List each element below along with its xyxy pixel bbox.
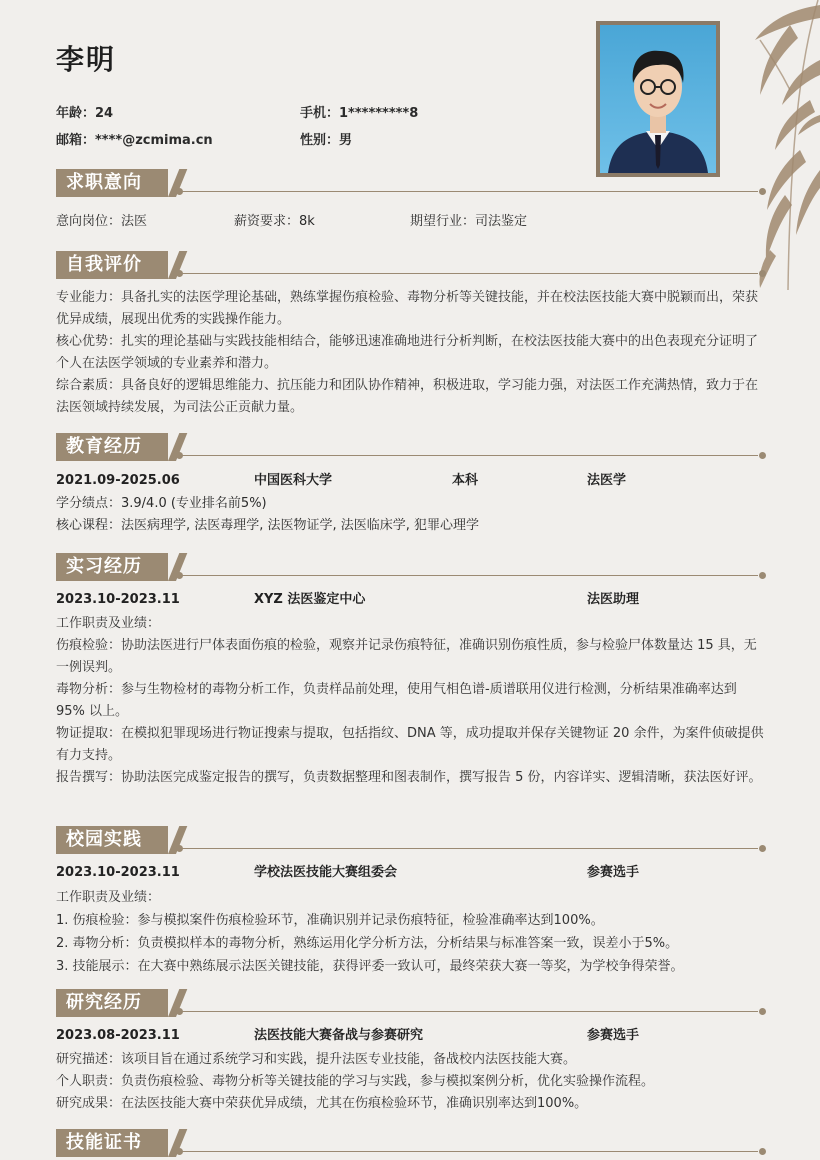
research-item: 研究描述：该项目旨在通过系统学习和实践，提升法医专业技能，备战校内法医技能大赛。	[56, 1052, 577, 1067]
research-item: 个人职责：负责伤痕检验、毒物分析等关键技能的学习与实践，参与模拟案例分析，优化实验操作流程。	[56, 1074, 655, 1089]
section-job-intent	[56, 169, 766, 197]
section-title: 校园实践	[56, 826, 168, 854]
campus-item: 1. 伤痕检验：参与模拟案件伤痕检验环节，准确识别并记录伤痕特征，检验准确率达到100%。	[56, 913, 604, 928]
intern-item: 报告撰写：协助法医完成鉴定报告的撰写，负责数据整理和图表制作，撰写报告 5 份，内容详实、逻辑清晰，获法医好评。	[56, 770, 762, 785]
campus-item: 3. 技能展示：在大赛中熟练展示法医关键技能，获得评委一致认可，最终荣获大赛一等奖，为学校争得荣誉。	[56, 959, 684, 974]
intern-item: 物证提取：在模拟犯罪现场进行物证搜索与提取，包括指纹、DNA 等，成功提取并保存关键物证 20 余件，为案件侦破提供有力支持。	[56, 726, 764, 763]
research-role: 参赛选手	[587, 1028, 640, 1043]
intent-salary: 薪资要求：8k	[234, 214, 315, 229]
edu-period: 2021.09-2025.06	[56, 473, 180, 488]
section-skills	[56, 1129, 766, 1157]
section-internship	[56, 553, 766, 581]
research-period: 2023.08-2023.11	[56, 1028, 180, 1043]
campus-details	[56, 886, 768, 978]
age-field: 年龄：24	[56, 106, 114, 121]
self-eval-item: 核心优势：扎实的理论基础与实践技能相结合，能够迅速准确地进行分析判断，在校法医技能大赛中的出色表现充分证明了个人在法医学领域的专业素养和潜力。	[56, 334, 759, 371]
edu-major: 法医学	[587, 473, 627, 488]
intern-item: 毒物分析：参与生物检材的毒物分析工作，负责样品前处理，使用气相色谱-质谱联用仪进行检测，分析结果准确率达到 95% 以上。	[56, 682, 737, 719]
intern-intro: 工作职责及业绩：	[56, 616, 161, 631]
intent-industry: 期望行业：司法鉴定	[410, 214, 528, 229]
section-research	[56, 989, 766, 1017]
campus-intro: 工作职责及业绩：	[56, 890, 161, 905]
self-evaluation-text	[56, 287, 768, 419]
section-title: 自我评价	[56, 251, 168, 279]
campus-role: 参赛选手	[587, 865, 640, 880]
edu-courses: 核心课程：法医病理学, 法医毒理学, 法医物证学, 法医临床学, 犯罪心理学	[56, 518, 480, 533]
intern-period: 2023.10-2023.11	[56, 592, 180, 607]
research-project: 法医技能大赛备战与参赛研究	[254, 1028, 424, 1043]
research-item: 研究成果：在法医技能大赛中荣获优异成绩，尤其在伤痕检验环节，准确识别率达到100%。	[56, 1096, 588, 1111]
section-title: 教育经历	[56, 433, 168, 461]
section-education	[56, 433, 766, 461]
candidate-name: 李明	[56, 43, 117, 76]
edu-school: 中国医科大学	[254, 473, 333, 488]
campus-period: 2023.10-2023.11	[56, 865, 180, 880]
self-eval-item: 专业能力：具备扎实的法医学理论基础，熟练掌握伤痕检验、毒物分析等关键技能，并在校法医技能大赛中脱颖而出，荣获优异成绩，展现出优秀的实践操作能力。	[56, 290, 759, 327]
intent-position: 意向岗位：法医	[56, 214, 148, 229]
section-title: 求职意向	[56, 169, 168, 197]
section-title: 研究经历	[56, 989, 168, 1017]
section-campus-practice	[56, 826, 766, 854]
email-field: 邮箱：****@zcmima.cn	[56, 133, 213, 148]
section-self-evaluation	[56, 251, 766, 279]
portrait-avatar-icon	[600, 25, 716, 173]
section-title: 技能证书	[56, 1129, 168, 1157]
intern-org: XYZ 法医鉴定中心	[254, 592, 366, 607]
self-eval-item: 综合素质：具备良好的逻辑思维能力、抗压能力和团队协作精神，积极进取，学习能力强，对法医工作充满热情，致力于在法医领域持续发展，为司法公正贡献力量。	[56, 378, 759, 415]
intern-role: 法医助理	[587, 592, 640, 607]
research-details	[56, 1049, 768, 1115]
section-title: 实习经历	[56, 553, 168, 581]
edu-degree: 本科	[452, 473, 479, 488]
intern-item: 伤痕检验：协助法医进行尸体表面伤痕的检验，观察并记录伤痕特征，准确识别伤痕性质，参与检验尸体数量达 15 具，无一例误判。	[56, 638, 757, 675]
gender-field: 性别：男	[300, 133, 353, 148]
profile-photo	[596, 21, 720, 177]
campus-item: 2. 毒物分析：负责模拟样本的毒物分析，熟练运用化学分析方法，分析结果与标准答案一致，误差小于5%。	[56, 936, 679, 951]
edu-gpa: 学分绩点：3.9/4.0 (专业排名前5%)	[56, 496, 267, 511]
phone-field: 手机：1*********8	[300, 106, 419, 121]
intern-details	[56, 613, 768, 789]
campus-org: 学校法医技能大赛组委会	[254, 865, 398, 880]
